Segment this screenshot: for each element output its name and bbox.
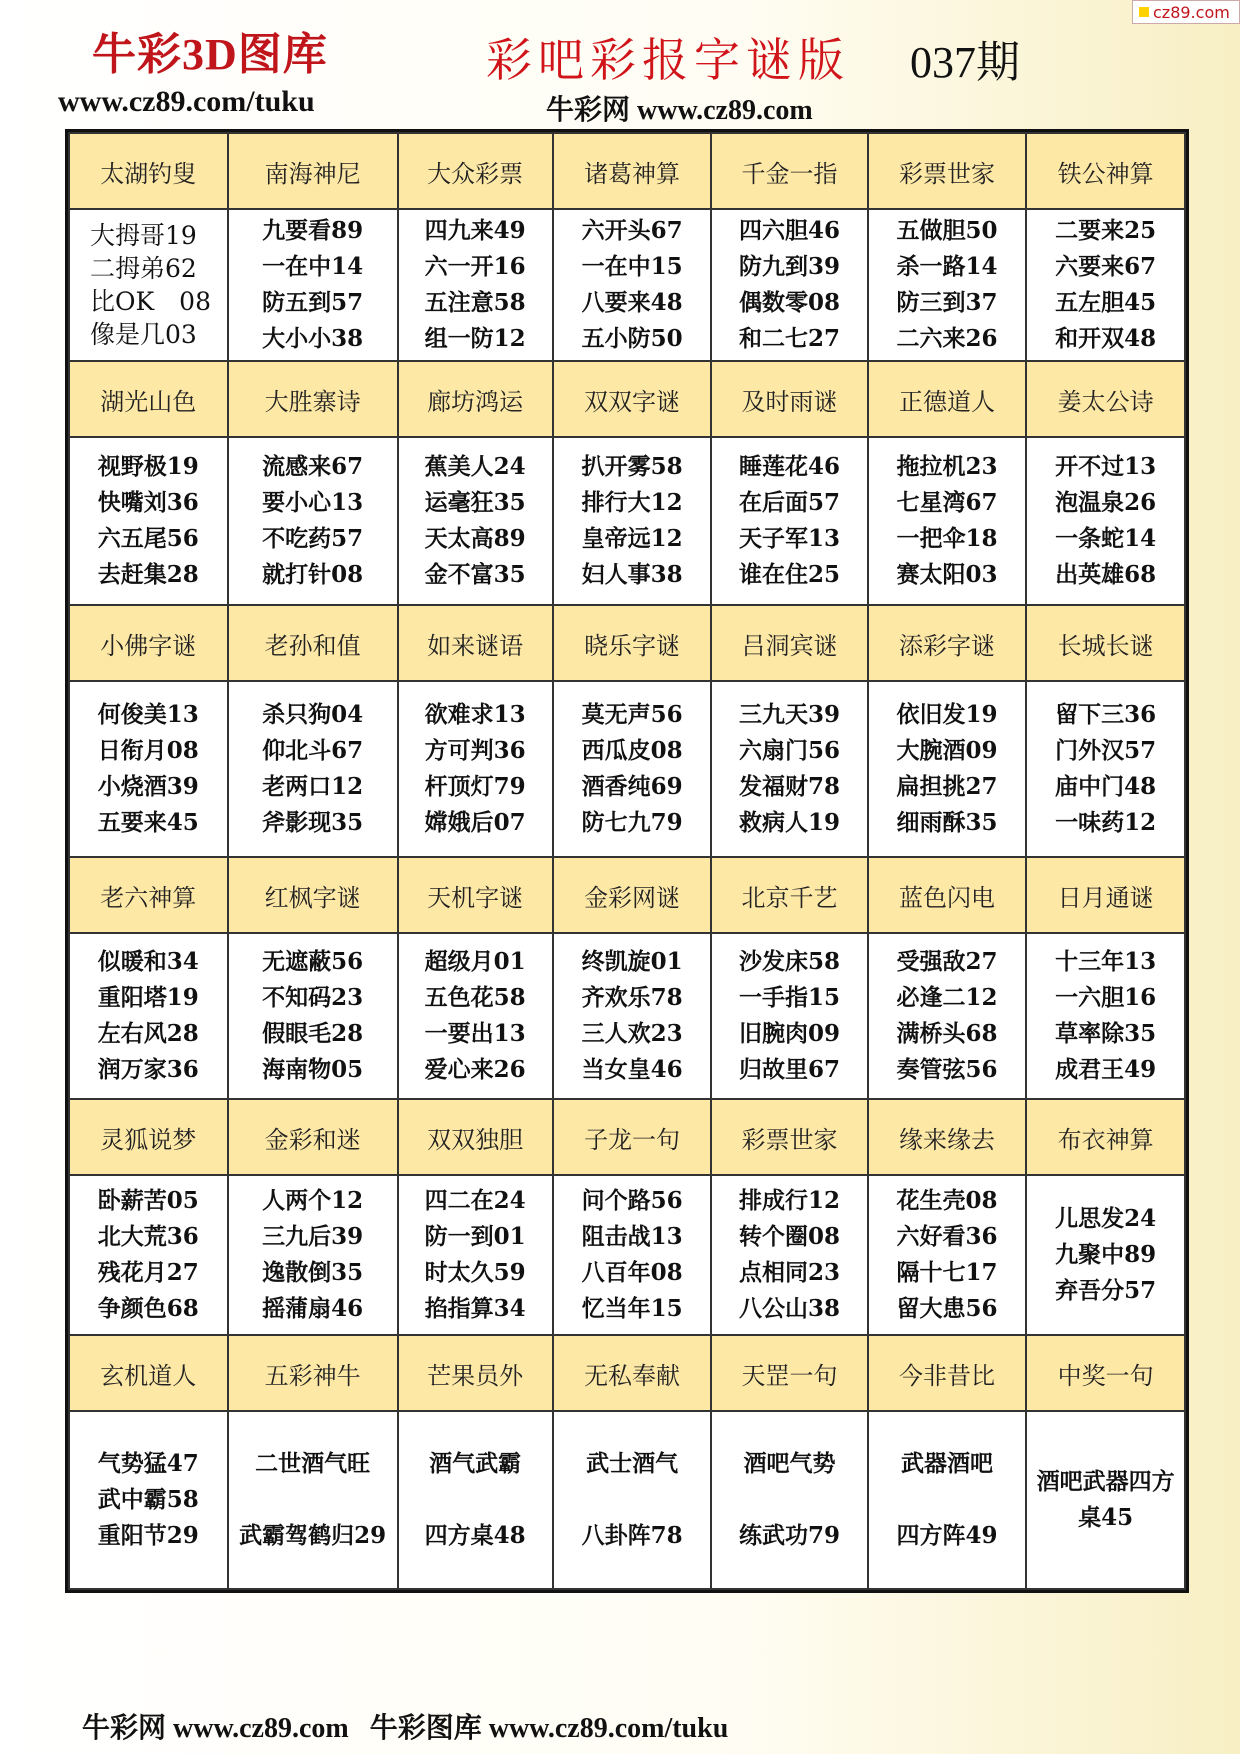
prediction-item: 细雨酥35 — [896, 809, 998, 836]
prediction-item: 无遮蔽56 — [262, 948, 364, 975]
prediction-item: 何俊美13 — [97, 701, 199, 728]
prediction-item: 一要出13 — [424, 1020, 526, 1047]
prediction-item: 三九天39 — [739, 701, 841, 728]
prediction-item: 海南物05 — [262, 1056, 364, 1083]
prediction-item: 五注意58 — [424, 289, 526, 316]
prediction-item: 卧薪苦05 — [97, 1187, 199, 1214]
expert-name: 双双独胆 — [398, 1099, 553, 1175]
prediction-item: 五要来45 — [97, 809, 199, 836]
prediction-cell — [398, 933, 553, 1099]
expert-name: 及时雨谜 — [711, 361, 867, 437]
prediction-cell — [228, 681, 398, 857]
expert-name: 铁公神算 — [1026, 133, 1185, 209]
prediction-item: 七星湾67 — [896, 489, 998, 516]
prediction-cell — [711, 437, 867, 605]
expert-name: 缘来缘去 — [868, 1099, 1027, 1175]
prediction-item: 问个路56 — [581, 1187, 683, 1214]
expert-name: 金彩网谜 — [553, 857, 712, 933]
prediction-cell — [398, 681, 553, 857]
expert-name: 蓝色闪电 — [868, 857, 1027, 933]
prediction-item: 大拇哥19 — [90, 221, 197, 250]
prediction-item: 西瓜皮08 — [581, 737, 683, 764]
prediction-item: 泡温泉26 — [1055, 489, 1157, 516]
prediction-item: 天太高89 — [424, 525, 526, 552]
prediction-item: 五做胆50 — [896, 217, 998, 244]
prediction-cell — [553, 437, 712, 605]
prediction-item: 不吃药57 — [262, 525, 364, 552]
prediction-cell — [69, 1175, 228, 1335]
prediction-item: 阻击战13 — [581, 1223, 683, 1250]
prediction-item: 五小防50 — [581, 325, 683, 352]
prediction-cell — [228, 209, 398, 361]
expert-name: 金彩和迷 — [228, 1099, 398, 1175]
prediction-cell — [1026, 209, 1185, 361]
prediction-item: 必逢二12 — [896, 984, 998, 1011]
expert-name: 南海神尼 — [228, 133, 398, 209]
prediction-item: 四六胆46 — [739, 217, 841, 244]
prediction-item: 赛太阳03 — [896, 561, 998, 588]
prediction-item: 在后面57 — [739, 489, 841, 516]
prediction-cell — [398, 437, 553, 605]
prediction-item: 排行大12 — [581, 489, 683, 516]
prediction-cell — [711, 681, 867, 857]
expert-name: 添彩字谜 — [868, 605, 1027, 681]
prediction-cell — [553, 1411, 712, 1589]
site-url[interactable]: 牛彩网 www.cz89.com — [546, 95, 813, 126]
prediction-item: 六要来67 — [1055, 253, 1157, 280]
prediction-item: 奏管弦56 — [896, 1056, 998, 1083]
prediction-item: 当女皇46 — [581, 1056, 683, 1083]
expert-name: 五彩神牛 — [228, 1335, 398, 1411]
issue-number: 037期 — [910, 38, 1020, 87]
prediction-item: 争颜色68 — [97, 1295, 199, 1322]
prediction-item: 八百年08 — [581, 1259, 683, 1286]
footer-links[interactable]: 牛彩网 www.cz89.com 牛彩图库 www.cz89.com/tuku — [82, 1713, 729, 1744]
prediction-cell — [398, 1411, 553, 1589]
expert-name: 大众彩票 — [398, 133, 553, 209]
prediction-item: 草率除35 — [1055, 1020, 1157, 1047]
prediction-item: 和二七27 — [739, 325, 841, 352]
prediction-cell — [868, 437, 1027, 605]
page-title: 彩吧彩报字谜版 — [486, 33, 850, 87]
prediction-item: 酒气武霸 — [429, 1450, 522, 1477]
prediction-cell — [711, 933, 867, 1099]
prediction-row — [69, 933, 1185, 1099]
prediction-item: 北大荒36 — [97, 1223, 199, 1250]
prediction-cell — [1026, 437, 1185, 605]
prediction-item: 六开头67 — [581, 217, 683, 244]
header-row — [69, 1099, 1185, 1175]
prediction-cell — [398, 209, 553, 361]
prediction-cell — [228, 933, 398, 1099]
prediction-item: 门外汉57 — [1055, 737, 1157, 764]
prediction-item: 依旧发19 — [896, 701, 998, 728]
prediction-item: 杆顶灯79 — [424, 773, 526, 800]
prediction-item: 运毫狂35 — [424, 489, 526, 516]
prediction-item: 终凯旋01 — [581, 948, 683, 975]
prediction-item: 儿思发24 — [1055, 1205, 1157, 1232]
header-row — [69, 361, 1185, 437]
prediction-item: 旧腕肉09 — [739, 1020, 841, 1047]
expert-name: 红枫字谜 — [228, 857, 398, 933]
expert-name: 湖光山色 — [69, 361, 228, 437]
prediction-item: 天子军13 — [739, 525, 841, 552]
prediction-item: 六好看36 — [896, 1223, 998, 1250]
prediction-item: 斧影现35 — [262, 809, 364, 836]
prediction-item: 气势猛47 — [97, 1450, 199, 1477]
prediction-item: 排成行12 — [739, 1187, 841, 1214]
prediction-item: 忆当年15 — [581, 1295, 683, 1322]
prediction-item: 扒开雾58 — [581, 453, 683, 480]
prediction-cell — [553, 681, 712, 857]
prediction-cell — [1026, 1411, 1185, 1589]
prediction-item: 留下三36 — [1055, 701, 1157, 728]
prediction-item: 大腕酒09 — [896, 737, 998, 764]
prediction-cell — [69, 209, 228, 361]
prediction-cell — [553, 933, 712, 1099]
brand-title: 牛彩3D图库 — [92, 30, 328, 79]
prediction-item: 莫无声56 — [581, 701, 683, 728]
prediction-item: 视野极19 — [97, 453, 199, 480]
expert-name: 吕洞宾谜 — [711, 605, 867, 681]
prediction-cell — [228, 1411, 398, 1589]
prediction-item: 小烧酒39 — [97, 773, 199, 800]
prediction-item: 拖拉机23 — [896, 453, 998, 480]
prediction-row — [69, 209, 1185, 361]
prediction-item: 快嘴刘36 — [97, 489, 199, 516]
prediction-item: 二拇弟62 — [90, 254, 197, 283]
prediction-item: 防五到57 — [262, 289, 364, 316]
prediction-cell — [69, 437, 228, 605]
prediction-item: 出英雄68 — [1055, 561, 1157, 588]
prediction-item: 救病人19 — [739, 809, 841, 836]
expert-name: 子龙一句 — [553, 1099, 712, 1175]
prediction-item: 润万家36 — [97, 1056, 199, 1083]
prediction-item: 酒香纯69 — [581, 773, 683, 800]
header-row — [69, 1335, 1185, 1411]
header-row — [69, 605, 1185, 681]
expert-name: 无私奉献 — [553, 1335, 712, 1411]
prediction-item: 一把伞18 — [896, 525, 998, 552]
expert-name: 彩票世家 — [711, 1099, 867, 1175]
prediction-cell — [69, 681, 228, 857]
expert-name: 千金一指 — [711, 133, 867, 209]
prediction-cell — [868, 1175, 1027, 1335]
prediction-item: 四二在24 — [424, 1187, 526, 1214]
expert-name: 太湖钓叟 — [69, 133, 228, 209]
prediction-cell — [868, 209, 1027, 361]
prediction-item: 一在中14 — [262, 253, 364, 280]
expert-name: 正德道人 — [868, 361, 1027, 437]
prediction-item: 杀只狗04 — [262, 701, 364, 728]
prediction-item: 一味药12 — [1055, 809, 1157, 836]
prediction-item: 弃吾分57 — [1055, 1277, 1157, 1304]
prediction-item: 扁担挑27 — [896, 773, 998, 800]
prediction-cell — [228, 437, 398, 605]
prediction-cell — [711, 1411, 867, 1589]
prediction-item: 三九后39 — [262, 1223, 364, 1250]
prediction-item: 超级月01 — [424, 948, 526, 975]
expert-name: 芒果员外 — [398, 1335, 553, 1411]
badge-label: cz89.com — [1153, 2, 1230, 22]
prediction-item: 八公山38 — [739, 1295, 841, 1322]
prediction-item: 金不富35 — [424, 561, 526, 588]
prediction-item: 八要来48 — [581, 289, 683, 316]
prediction-row — [69, 1175, 1185, 1335]
prediction-item: 像是几03 — [90, 320, 197, 349]
expert-name: 诸葛神算 — [553, 133, 712, 209]
prediction-item: 武器酒吧 — [901, 1450, 994, 1477]
prediction-item: 杀一路14 — [896, 253, 998, 280]
expert-name: 玄机道人 — [69, 1335, 228, 1411]
prediction-item: 一在中15 — [581, 253, 683, 280]
prediction-item: 六扇门56 — [739, 737, 841, 764]
prediction-item: 二世酒气旺 — [255, 1450, 371, 1477]
prediction-item: 摇蒲扇46 — [262, 1295, 364, 1322]
prediction-item: 归故里67 — [739, 1056, 841, 1083]
prediction-item: 八卦阵78 — [581, 1522, 683, 1549]
prediction-cell — [398, 1175, 553, 1335]
prediction-cell — [553, 1175, 712, 1335]
prediction-item: 九要看89 — [262, 217, 364, 244]
prediction-item: 六一开16 — [424, 253, 526, 280]
prediction-item: 武士酒气 — [586, 1450, 679, 1477]
header-row — [69, 133, 1185, 209]
expert-name: 灵狐说梦 — [69, 1099, 228, 1175]
prediction-cell — [868, 681, 1027, 857]
prediction-item: 沙发床58 — [739, 948, 841, 975]
expert-name: 天罡一句 — [711, 1335, 867, 1411]
expert-name: 今非昔比 — [868, 1335, 1027, 1411]
prediction-item: 点相同23 — [739, 1259, 841, 1286]
expert-name: 姜太公诗 — [1026, 361, 1185, 437]
prediction-row — [69, 437, 1185, 605]
prediction-item: 一条蛇14 — [1055, 525, 1157, 552]
prediction-item: 重阳塔19 — [97, 984, 199, 1011]
prediction-cell — [553, 209, 712, 361]
prediction-item: 六五尾56 — [97, 525, 199, 552]
prediction-cell — [1026, 933, 1185, 1099]
prediction-item: 转个圈08 — [739, 1223, 841, 1250]
prediction-item: 重阳节29 — [97, 1522, 199, 1549]
expert-name: 老六神算 — [69, 857, 228, 933]
prediction-item: 受强敌27 — [896, 948, 998, 975]
prediction-item: 三人欢23 — [581, 1020, 683, 1047]
expert-name: 中奖一句 — [1026, 1335, 1185, 1411]
expert-name: 双双字谜 — [553, 361, 712, 437]
prediction-item: 残花月27 — [97, 1259, 199, 1286]
prediction-item: 留大患56 — [896, 1295, 998, 1322]
prediction-item: 要小心13 — [262, 489, 364, 516]
prediction-row — [69, 1411, 1185, 1589]
prediction-item: 发福财78 — [739, 773, 841, 800]
prediction-cell — [69, 933, 228, 1099]
prediction-item: 似暖和34 — [97, 948, 199, 975]
expert-name: 北京千艺 — [711, 857, 867, 933]
prediction-item: 四九来49 — [424, 217, 526, 244]
prediction-item: 爱心来26 — [424, 1056, 526, 1083]
site-badge[interactable] — [1132, 0, 1240, 24]
prediction-item: 齐欢乐78 — [581, 984, 683, 1011]
expert-name: 如来谜语 — [398, 605, 553, 681]
prediction-item: 日衔月08 — [97, 737, 199, 764]
expert-name: 日月通谜 — [1026, 857, 1185, 933]
prediction-item: 九聚中89 — [1055, 1241, 1157, 1268]
prediction-item: 嫦娥后07 — [424, 809, 526, 836]
prediction-cell — [868, 1411, 1027, 1589]
prediction-item: 满桥头68 — [896, 1020, 998, 1047]
prediction-item: 庙中门48 — [1055, 773, 1157, 800]
prediction-item: 老两口12 — [262, 773, 364, 800]
expert-name: 晓乐字谜 — [553, 605, 712, 681]
prediction-item: 皇帝远12 — [581, 525, 683, 552]
prediction-item: 五色花58 — [424, 984, 526, 1011]
prediction-cell — [711, 1175, 867, 1335]
prediction-item: 练武功79 — [739, 1522, 841, 1549]
header-row — [69, 857, 1185, 933]
prediction-item: 防九到39 — [739, 253, 841, 280]
prediction-cell — [228, 1175, 398, 1335]
riddle-grid — [68, 132, 1186, 1590]
prediction-item: 时太久59 — [424, 1259, 526, 1286]
badge-square-icon — [1139, 7, 1149, 17]
prediction-item: 和开双48 — [1055, 325, 1157, 352]
brand-url[interactable]: www.cz89.com/tuku — [58, 85, 315, 118]
prediction-cell — [711, 209, 867, 361]
expert-name: 小佛字谜 — [69, 605, 228, 681]
prediction-item: 成君王49 — [1055, 1056, 1157, 1083]
prediction-item: 花生壳08 — [896, 1187, 998, 1214]
prediction-item: 一六胆16 — [1055, 984, 1157, 1011]
prediction-cell — [1026, 681, 1185, 857]
prediction-cell — [1026, 1175, 1185, 1335]
prediction-item: 武霸驾鹤归29 — [239, 1522, 387, 1549]
prediction-item: 大小小38 — [262, 325, 364, 352]
prediction-item: 一手指15 — [739, 984, 841, 1011]
prediction-item: 开不过13 — [1055, 453, 1157, 480]
prediction-item: 流感来67 — [262, 453, 364, 480]
prediction-row — [69, 681, 1185, 857]
prediction-item: 不知码23 — [262, 984, 364, 1011]
prediction-item: 人两个12 — [262, 1187, 364, 1214]
prediction-item: 二要来25 — [1055, 217, 1157, 244]
prediction-item: 十三年13 — [1055, 948, 1157, 975]
prediction-item: 防七九79 — [581, 809, 683, 836]
prediction-item: 四方桌48 — [424, 1522, 526, 1549]
expert-name: 老孙和值 — [228, 605, 398, 681]
expert-name: 廊坊鸿运 — [398, 361, 553, 437]
prediction-item: 妇人事38 — [581, 561, 683, 588]
expert-name: 彩票世家 — [868, 133, 1027, 209]
prediction-cell — [69, 1411, 228, 1589]
expert-name: 天机字谜 — [398, 857, 553, 933]
prediction-item: 谁在住25 — [739, 561, 841, 588]
prediction-item: 武中霸58 — [97, 1486, 199, 1513]
prediction-item: 五左胆45 — [1055, 289, 1157, 316]
prediction-item: 去赶集28 — [97, 561, 199, 588]
prediction-item: 偶数零08 — [739, 289, 841, 316]
prediction-item: 假眼毛28 — [262, 1020, 364, 1047]
prediction-item: 防一到01 — [424, 1223, 526, 1250]
prediction-cell — [868, 933, 1027, 1099]
prediction-item: 比OK 08 — [90, 287, 211, 316]
prediction-item: 隔十七17 — [896, 1259, 998, 1286]
prediction-item: 掐指算34 — [424, 1295, 526, 1322]
prediction-item: 酒吧气势 — [743, 1450, 836, 1477]
prediction-item: 防三到37 — [896, 289, 998, 316]
prediction-item: 方可判36 — [424, 737, 526, 764]
prediction-item: 蕉美人24 — [424, 453, 526, 480]
prediction-item: 逸散倒35 — [262, 1259, 364, 1286]
prediction-item: 就打针08 — [262, 561, 364, 588]
prediction-item: 左右风28 — [97, 1020, 199, 1047]
prediction-item: 二六来26 — [896, 325, 998, 352]
prediction-item: 仰北斗67 — [262, 737, 364, 764]
prediction-item: 酒吧武器四方桌45 — [1036, 1468, 1175, 1531]
expert-name: 布衣神算 — [1026, 1099, 1185, 1175]
expert-name: 大胜寨诗 — [228, 361, 398, 437]
prediction-item: 四方阵49 — [896, 1522, 998, 1549]
prediction-item: 组一防12 — [424, 325, 526, 352]
prediction-item: 欲难求13 — [424, 701, 526, 728]
expert-name: 长城长谜 — [1026, 605, 1185, 681]
prediction-item: 睡莲花46 — [739, 453, 841, 480]
